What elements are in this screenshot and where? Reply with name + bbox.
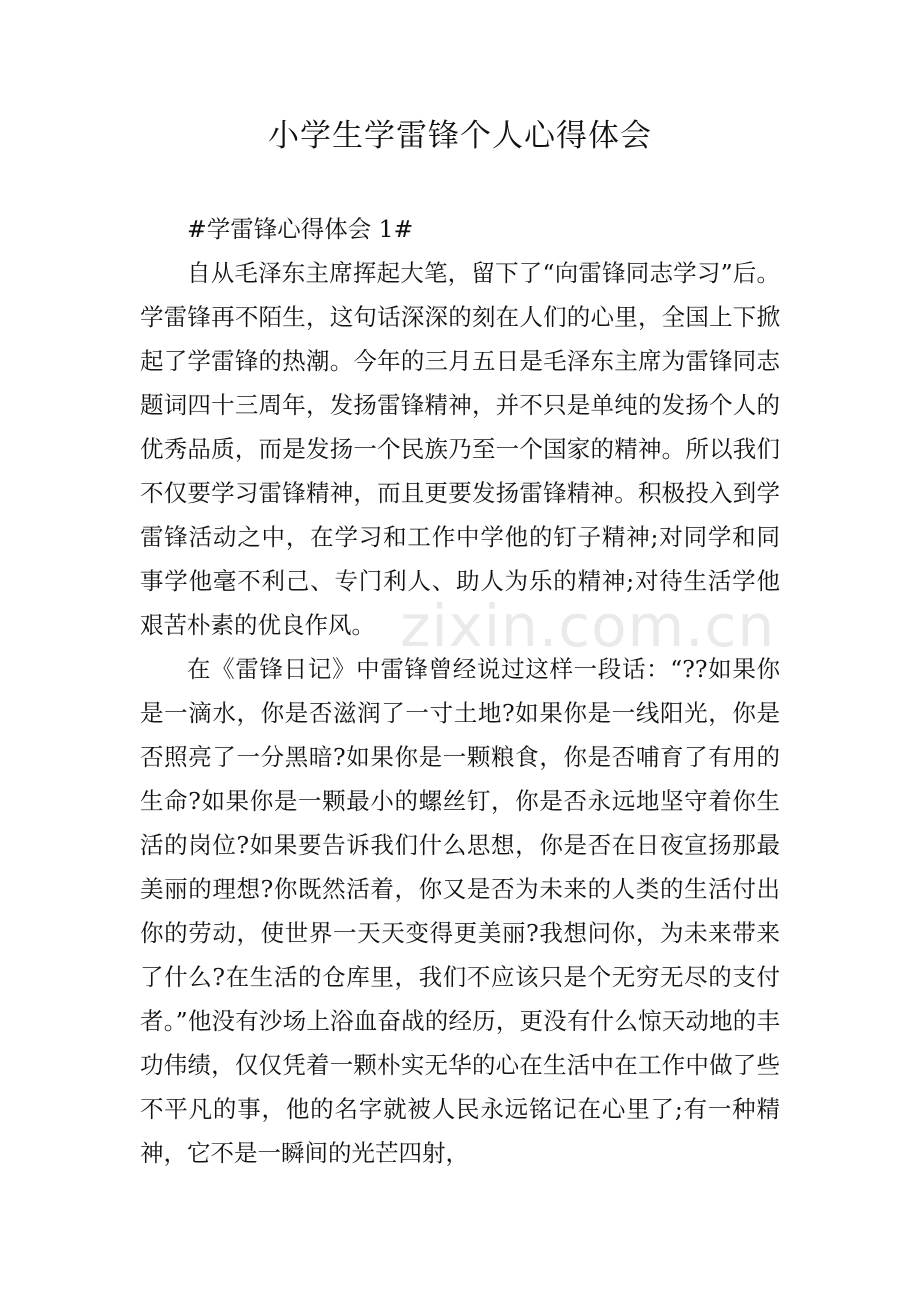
document-body (140, 207, 780, 1175)
section-heading: #学雷锋心得体会 1# (187, 215, 414, 243)
document-title: 小学生学雷锋个人心得体会 (268, 118, 652, 154)
site-watermark: zixin.com.cn (400, 592, 776, 660)
paragraph-2: 在《雷锋日记》中雷锋曾经说过这样一段话：“??如果你是一滴水，你是否滋润了一寸土地?如果你是一线阳光，你是否照亮了一分黑暗?如果你是一颗粮食，你是否哺育了有用的生命?如果你是一颗最小的螺丝钉，你是否永远地坚守着你生活的岗位?如果要告诉我们什么思想，你是否在日夜宣扬那最美丽的理想?你既然活着，你又是否为未来的人类的生活付出你的劳动，使世界一天天变得更美丽?我想问你，为未来带来了什么?在生活的仓库里，我们不应该只是个无穷无尽的支付者。”他没有沙场上浴血奋战的经历，更没有什么惊天动地的丰功伟绩，仅仅凭着一颗朴实无华的心在生活中在工作中做了些不平凡的事，他的名字就被人民永远铭记在心里了;有一种精神，它不是一瞬间的光芒四射， (140, 655, 780, 1167)
paragraph-1: 自从毛泽东主席挥起大笔，留下了“向雷锋同志学习”后。学雷锋再不陌生，这句话深深的刻在人们的心里，全国上下掀起了学雷锋的热潮。今年的三月五日是毛泽东主席为雷锋同志题词四十三周年，发扬雷锋精神，并不只是单纯的发扬个人的优秀品质，而是发扬一个民族乃至一个国家的精神。所以我们不仅要学习雷锋精神，而且更要发扬雷锋精神。积极投入到学雷锋活动之中，在学习和工作中学他的钉子精神;对同学和同事学他毫不利己、专门利人、助人为乐的精神;对待生活学他艰苦朴素的优良作风。 (140, 259, 780, 639)
